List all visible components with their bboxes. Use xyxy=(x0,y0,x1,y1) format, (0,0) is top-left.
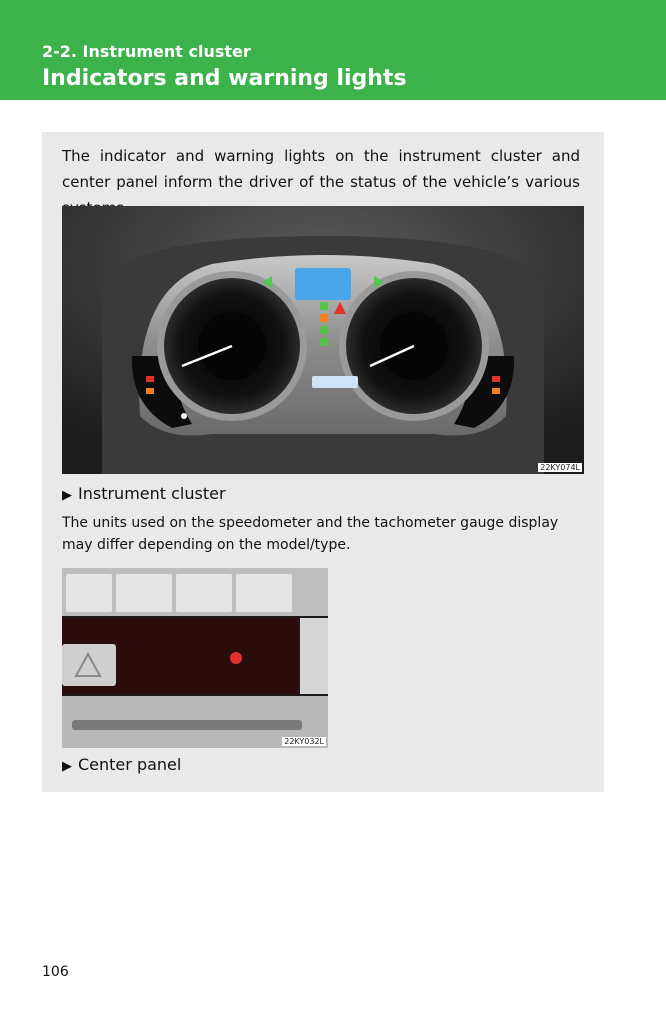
figure-caption-cluster xyxy=(62,484,226,503)
triangle-icon: ▶ xyxy=(62,759,72,774)
instrument-cluster-illustration xyxy=(62,206,584,474)
section-label: 2-2. Instrument cluster xyxy=(42,42,251,61)
caption-text: Center panel xyxy=(78,755,182,774)
center-panel-image xyxy=(62,568,328,748)
triangle-icon: ▶ xyxy=(62,488,72,503)
units-note: The units used on the speedometer and the tachometer gauge display may differ depending on the model/type. xyxy=(62,515,559,553)
figure-code: 22KY074L xyxy=(540,463,580,472)
figure-caption-center-panel xyxy=(62,755,181,774)
page-title: Indicators and warning lights xyxy=(42,66,407,91)
page-number: 106 xyxy=(42,964,69,980)
intro-paragraph: The indicator and warning lights on the instrument cluster and center panel inform the driver of the status of the vehicle’s various xyxy=(62,147,580,191)
instrument-cluster-image xyxy=(62,206,584,474)
center-panel-illustration xyxy=(62,568,328,748)
figure-code: 22KY032L xyxy=(284,737,324,746)
caption-text: Instrument cluster xyxy=(78,484,226,503)
chapter-header xyxy=(0,0,666,100)
